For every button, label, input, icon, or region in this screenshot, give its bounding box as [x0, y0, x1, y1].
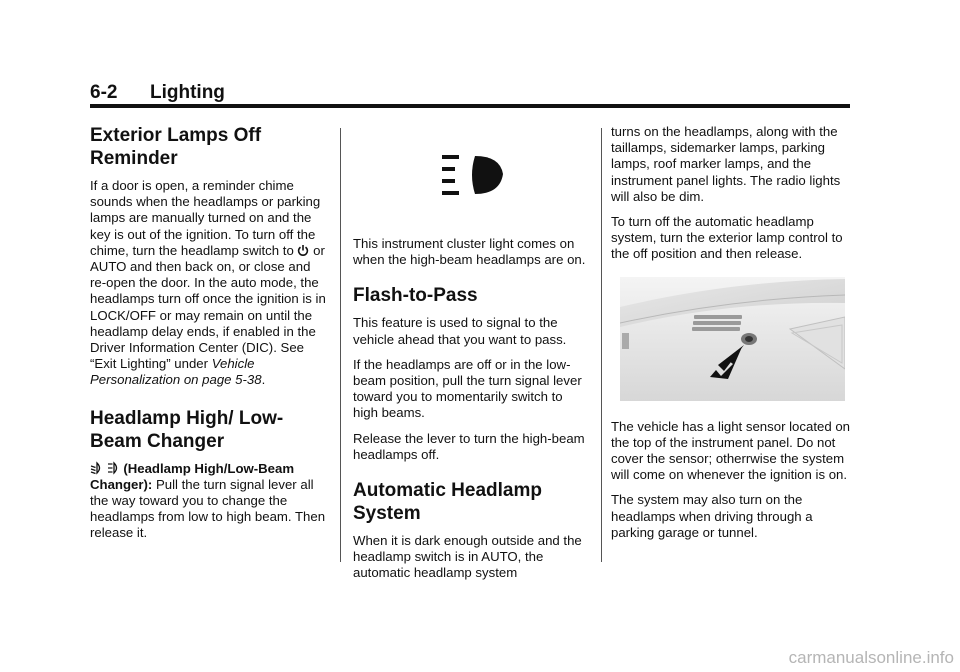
low-beam-icon — [90, 461, 103, 475]
paragraph-turn-off: To turn off the automatic headlamp system, turn the exterior lamp control to the off position and then release. — [611, 214, 843, 262]
page-number: 6-2 — [90, 82, 118, 103]
column-3 — [611, 124, 851, 550]
column-1 — [90, 124, 330, 551]
changer-text: Pull the turn signal lever all the way toward you to change the headlamps from low to high beam. Then release it. — [90, 476, 326, 541]
paragraph-parking-garage: The system may also turn on the headlamps when driving through a parking garage or tunnel. — [611, 492, 813, 540]
column-divider-2 — [601, 128, 602, 562]
paragraph-reminder — [90, 178, 330, 389]
light-sensor-photo — [620, 277, 845, 401]
column-divider-1 — [340, 128, 341, 562]
changer-lead: (Headlamp High/Low-Beam Changer): — [90, 460, 295, 492]
heading-flash-to-pass: Flash-to-Pass — [353, 285, 478, 307]
paragraph-flash-3: Release the lever to turn the high-beam headlamps off. — [353, 430, 585, 462]
paragraph-auto: When it is dark enough outside and the headlamp switch is in AUTO, the automatic headlamp system — [353, 533, 582, 581]
reminder-text-a: If a door is open, a reminder chime sounds when the headlamps or parking lamps are manually turned on and the key is out of the ignition. To turn off the chime, turn the headlamp switch to — [90, 178, 321, 258]
high-beam-icon — [107, 461, 120, 475]
header-rule — [90, 104, 850, 108]
section-title: Lighting — [150, 82, 225, 103]
column-2 — [353, 124, 589, 591]
heading-exterior-lamps-off-reminder: Exterior Lamps Off Reminder — [90, 125, 262, 169]
heading-headlamp-changer: Headlamp High/ Low-Beam Changer — [90, 407, 284, 452]
paragraph-changer — [90, 461, 330, 542]
paragraph-light-sensor: The vehicle has a light sensor located on the top of the instrument panel. Do not cover the sensor; otherrwise the system will come on whenever the ignition is on. — [611, 418, 850, 483]
cross-reference-link[interactable]: Vehicle Personalization on page 5-38 — [90, 356, 262, 388]
reminder-text-b: or AUTO and then back on, or close and re-open the door. In the auto mode, the headlamps turn off once the ignition is in LOCK/OFF or may remain on until the headlamp delay ends, if enabled in the Driver Information Center (DIC). See “Exit Lighting” under — [90, 242, 326, 372]
high-beam-indicator-icon — [438, 152, 508, 200]
reminder-text-end: . — [261, 372, 266, 388]
paragraph-flash-1: This feature is used to signal to the vehicle ahead that you want to pass. — [353, 315, 567, 347]
paragraph-flash-2: If the headlamps are off or in the low-beam position, pull the turn signal lever toward you to momentarily switch to high beams. — [353, 356, 582, 421]
off-symbol-icon — [297, 244, 309, 257]
paragraph-auto-continued: turns on the headlamps, along with the taillamps, sidemarker lamps, parking lamps, roof marker lamps, and the instrument panel lights. The radio lights will also be dim. — [611, 124, 841, 204]
watermark: carmanualsonline.info — [788, 648, 954, 667]
paragraph-cluster-light: This instrument cluster light comes on when the high-beam headlamps are on. — [353, 236, 586, 268]
heading-automatic-headlamp: Automatic Headlamp System — [353, 480, 542, 525]
